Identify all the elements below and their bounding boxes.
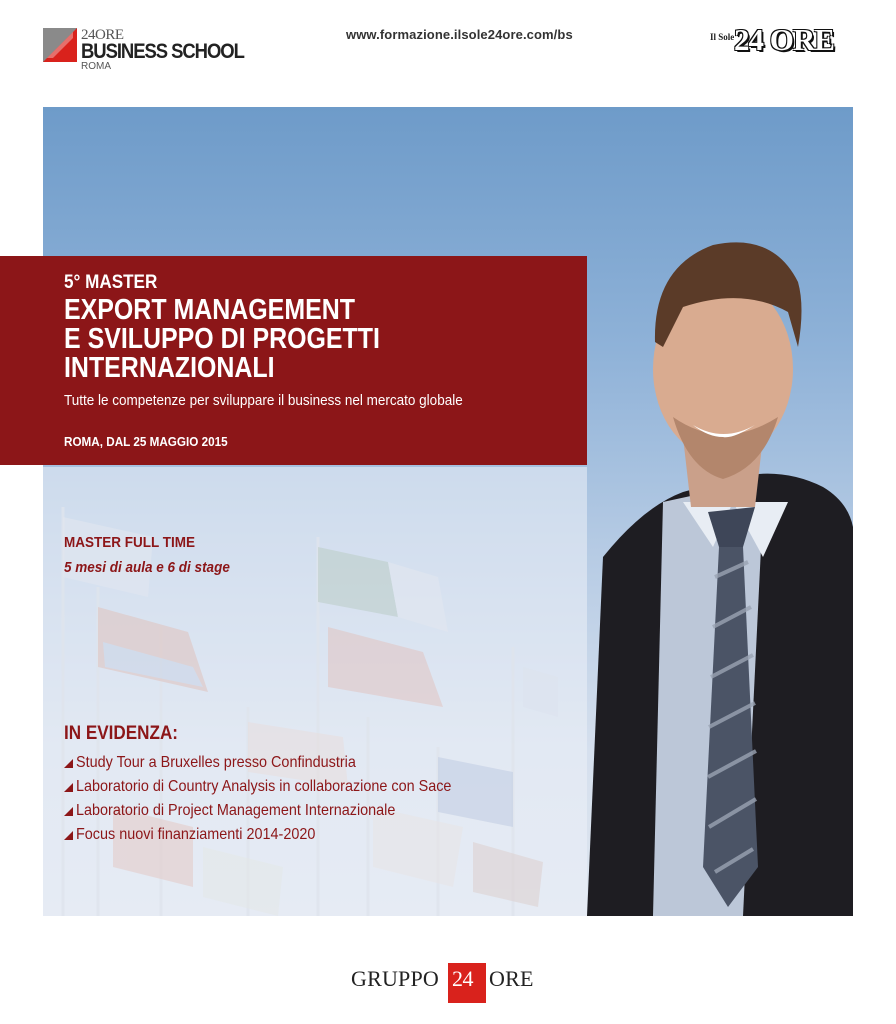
triangle-bullet-icon bbox=[64, 759, 73, 768]
master-title-line: EXPORT MANAGEMENT bbox=[64, 294, 355, 326]
master-title bbox=[64, 296, 494, 383]
highlights-title: IN EVIDENZA: bbox=[64, 723, 179, 744]
group-prefix-text: GRUPPO bbox=[351, 966, 440, 991]
logo-city-text: ROMA bbox=[81, 61, 111, 72]
master-subtitle: Tutte le competenze per sviluppare il business nel mercato globale bbox=[64, 392, 463, 409]
logo-top-text: 24ORE bbox=[81, 27, 124, 43]
master-edition: 5° MASTER bbox=[64, 272, 158, 293]
master-title-line: E SVILUPPO DI PROGETTI bbox=[64, 323, 380, 355]
masthead-small-text: Il Sole bbox=[710, 32, 735, 42]
highlights-list bbox=[64, 751, 493, 847]
list-item bbox=[64, 823, 493, 847]
master-date: ROMA, DAL 25 MAGGIO 2015 bbox=[64, 434, 228, 449]
highlight-text: Laboratorio di Country Analysis in collaborazione con Sace bbox=[76, 778, 452, 795]
master-title-line: INTERNAZIONALI bbox=[64, 352, 275, 384]
group-suffix-text: ORE bbox=[489, 966, 534, 991]
format-detail: 5 mesi di aula e 6 di stage bbox=[64, 559, 230, 576]
website-url[interactable]: www.formazione.ilsole24ore.com/bs bbox=[346, 27, 573, 42]
masthead-logo: 24 ORE bbox=[734, 22, 834, 57]
triangle-bullet-icon bbox=[64, 783, 73, 792]
business-school-logo bbox=[43, 28, 243, 78]
list-item bbox=[64, 751, 493, 775]
logo-mark-icon bbox=[43, 28, 77, 62]
triangle-bullet-icon bbox=[64, 831, 73, 840]
highlight-text: Study Tour a Bruxelles presso Confindustria bbox=[76, 754, 356, 771]
group-number-text: 24 bbox=[452, 966, 473, 991]
triangle-bullet-icon bbox=[64, 807, 73, 816]
highlight-text: Laboratorio di Project Management Internazionale bbox=[76, 802, 396, 819]
highlight-text: Focus nuovi finanziamenti 2014-2020 bbox=[76, 826, 316, 843]
list-item bbox=[64, 775, 493, 799]
format-title: MASTER FULL TIME bbox=[64, 534, 195, 551]
logo-main-text: BUSINESS SCHOOL bbox=[81, 40, 244, 63]
list-item bbox=[64, 799, 493, 823]
